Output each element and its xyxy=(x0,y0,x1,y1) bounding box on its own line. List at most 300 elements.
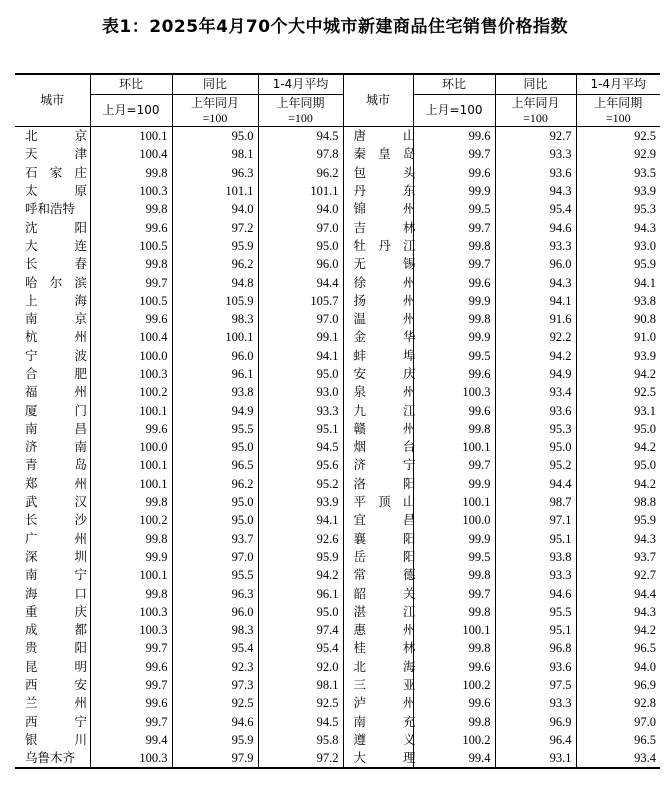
city-name: 兰 州 xyxy=(25,695,87,711)
city-name-cell xyxy=(343,237,416,255)
mom-value: 99.8 xyxy=(413,713,495,731)
yoy-value: 95.3 xyxy=(495,420,576,438)
table-row xyxy=(15,475,660,493)
city-name-cell xyxy=(343,713,416,731)
header-avg-base-right xyxy=(576,95,660,127)
mom-value: 100.3 xyxy=(90,621,172,639)
header-avg-left: 1-4月平均 xyxy=(258,74,343,95)
city-name: 蚌 埠 xyxy=(353,347,416,363)
yoy-value: 105.9 xyxy=(172,292,258,310)
avg-value: 98.8 xyxy=(576,493,660,511)
city-name-cell xyxy=(343,383,416,401)
avg-value: 94.5 xyxy=(258,713,343,731)
yoy-value: 95.1 xyxy=(495,530,576,548)
mom-value: 99.6 xyxy=(413,127,495,146)
avg-value: 93.9 xyxy=(576,347,660,365)
city-name-cell xyxy=(15,511,90,529)
yoy-value: 96.8 xyxy=(495,639,576,657)
mom-value: 100.2 xyxy=(413,731,495,749)
header-yoy-left: 同比 xyxy=(172,74,258,95)
avg-value: 95.0 xyxy=(258,603,343,621)
city-name-cell xyxy=(15,420,90,438)
avg-value: 94.3 xyxy=(576,218,660,236)
table-row xyxy=(15,164,660,182)
mom-value: 99.4 xyxy=(90,731,172,749)
city-name-cell xyxy=(15,456,90,474)
avg-value: 97.0 xyxy=(258,310,343,328)
avg-value: 93.3 xyxy=(258,401,343,419)
yoy-value: 96.0 xyxy=(495,255,576,273)
city-name-cell xyxy=(15,530,90,548)
city-name-cell xyxy=(343,420,416,438)
mom-value: 100.2 xyxy=(90,383,172,401)
table-row xyxy=(15,603,660,621)
mom-value: 99.7 xyxy=(413,218,495,236)
avg-value: 94.2 xyxy=(576,621,660,639)
city-name: 福 州 xyxy=(25,384,87,400)
city-name-cell xyxy=(15,676,90,694)
city-name: 上 海 xyxy=(25,292,87,308)
mom-value: 99.8 xyxy=(90,200,172,218)
table-row xyxy=(15,218,660,236)
avg-value: 91.0 xyxy=(576,328,660,346)
city-name-cell xyxy=(343,365,416,383)
avg-value: 93.0 xyxy=(576,237,660,255)
city-name-cell xyxy=(15,292,90,310)
mom-value: 99.8 xyxy=(413,603,495,621)
avg-value: 95.8 xyxy=(258,731,343,749)
yoy-value: 94.0 xyxy=(172,200,258,218)
avg-value: 96.5 xyxy=(576,731,660,749)
city-name: 海 口 xyxy=(25,585,87,601)
yoy-value: 97.0 xyxy=(172,548,258,566)
city-name: 桂 林 xyxy=(353,640,416,656)
yoy-value: 95.0 xyxy=(172,493,258,511)
avg-value: 94.0 xyxy=(258,200,343,218)
table-row xyxy=(15,713,660,731)
city-name-cell xyxy=(15,713,90,731)
yoy-value: 98.3 xyxy=(172,310,258,328)
avg-value: 92.5 xyxy=(258,694,343,712)
yoy-value: 97.1 xyxy=(495,511,576,529)
city-name-cell xyxy=(343,548,416,566)
yoy-value: 98.3 xyxy=(172,621,258,639)
city-name: 岳 阳 xyxy=(353,548,416,564)
city-name: 呼和浩特 xyxy=(25,201,76,217)
avg-value: 92.5 xyxy=(576,127,660,146)
mom-value: 100.1 xyxy=(90,127,172,146)
city-name: 合 肥 xyxy=(25,366,87,381)
city-name-cell xyxy=(343,621,416,639)
city-name-cell xyxy=(15,694,90,712)
avg-value: 97.0 xyxy=(258,218,343,236)
price-index-table xyxy=(15,73,660,769)
city-name: 泸 州 xyxy=(353,695,416,711)
table-body xyxy=(15,127,660,769)
table-row xyxy=(15,420,660,438)
table-row xyxy=(15,511,660,529)
yoy-value: 92.5 xyxy=(172,694,258,712)
mom-value: 100.0 xyxy=(90,347,172,365)
yoy-value: 94.3 xyxy=(495,273,576,291)
city-name-cell xyxy=(15,438,90,456)
city-name: 昆 明 xyxy=(25,658,87,674)
avg-value: 96.2 xyxy=(258,164,343,182)
city-name: 锦 州 xyxy=(353,201,416,217)
city-name-cell xyxy=(343,530,416,548)
header-label: =100 xyxy=(523,110,548,125)
yoy-value: 100.1 xyxy=(172,328,258,346)
city-name-cell xyxy=(15,127,90,146)
mom-value: 99.9 xyxy=(90,548,172,566)
city-name-cell xyxy=(343,493,416,511)
city-name: 三 亚 xyxy=(353,677,416,693)
avg-value: 92.5 xyxy=(576,383,660,401)
avg-value: 92.7 xyxy=(576,566,660,584)
mom-value: 100.3 xyxy=(90,603,172,621)
yoy-value: 97.9 xyxy=(172,749,258,768)
avg-value: 95.9 xyxy=(576,255,660,273)
avg-value: 94.0 xyxy=(576,658,660,676)
city-name: 常 德 xyxy=(353,567,416,583)
city-name-cell xyxy=(15,658,90,676)
city-name: 郑 州 xyxy=(25,475,87,491)
city-name: 南 充 xyxy=(353,713,416,729)
yoy-value: 95.1 xyxy=(495,621,576,639)
mom-value: 99.7 xyxy=(90,273,172,291)
yoy-value: 93.6 xyxy=(495,658,576,676)
city-name-cell xyxy=(343,749,416,768)
avg-value: 93.7 xyxy=(576,548,660,566)
city-name-cell xyxy=(343,694,416,712)
header-avg-base-left xyxy=(258,95,343,127)
city-name: 烟 台 xyxy=(353,439,416,455)
header-label: =100 xyxy=(605,110,631,125)
city-name: 遵 义 xyxy=(353,731,416,747)
city-name: 银 川 xyxy=(25,731,87,747)
yoy-value: 95.5 xyxy=(172,566,258,584)
table-row xyxy=(15,365,660,383)
header-mom-base-left: 上月=100 xyxy=(90,95,172,127)
mom-value: 99.6 xyxy=(413,694,495,712)
table-row xyxy=(15,200,660,218)
yoy-value: 92.7 xyxy=(495,127,576,146)
table-row xyxy=(15,749,660,768)
city-name: 大 连 xyxy=(25,237,87,253)
table-row xyxy=(15,548,660,566)
header-city-left: 城市 xyxy=(15,74,90,127)
avg-value: 95.4 xyxy=(258,639,343,657)
city-name-cell xyxy=(15,401,90,419)
table-row xyxy=(15,237,660,255)
mom-value: 99.6 xyxy=(90,420,172,438)
city-name: 大 理 xyxy=(353,750,416,766)
city-name-cell xyxy=(15,475,90,493)
mom-value: 99.8 xyxy=(413,566,495,584)
avg-value: 95.6 xyxy=(258,456,343,474)
yoy-value: 96.0 xyxy=(172,603,258,621)
avg-value: 94.3 xyxy=(576,603,660,621)
avg-value: 94.4 xyxy=(576,584,660,602)
yoy-value: 94.2 xyxy=(495,347,576,365)
table-row xyxy=(15,438,660,456)
yoy-value: 93.7 xyxy=(172,530,258,548)
city-name: 南 宁 xyxy=(25,567,87,583)
city-name: 南 昌 xyxy=(25,420,87,436)
city-name: 太 原 xyxy=(25,183,87,199)
avg-value: 95.1 xyxy=(258,420,343,438)
avg-value: 97.8 xyxy=(258,145,343,163)
city-name: 韶 关 xyxy=(353,585,416,601)
city-name-cell xyxy=(15,255,90,273)
city-name-cell xyxy=(15,383,90,401)
mom-value: 99.6 xyxy=(413,273,495,291)
avg-value: 97.4 xyxy=(258,621,343,639)
table-row xyxy=(15,328,660,346)
yoy-value: 93.3 xyxy=(495,145,576,163)
mom-value: 100.2 xyxy=(413,676,495,694)
city-name-cell xyxy=(343,603,416,621)
city-name: 赣 州 xyxy=(353,420,416,436)
city-name: 泉 州 xyxy=(353,384,416,400)
city-name-cell xyxy=(343,200,416,218)
mom-value: 99.7 xyxy=(90,713,172,731)
mom-value: 100.4 xyxy=(90,145,172,163)
header-label: 上年同期 xyxy=(276,95,325,110)
mom-value: 99.5 xyxy=(413,200,495,218)
avg-value: 95.0 xyxy=(258,365,343,383)
table-row xyxy=(15,566,660,584)
avg-value: 94.4 xyxy=(258,273,343,291)
avg-value: 93.0 xyxy=(258,383,343,401)
city-name-cell xyxy=(15,639,90,657)
city-name-cell xyxy=(343,127,416,146)
avg-value: 93.9 xyxy=(576,182,660,200)
avg-value: 95.2 xyxy=(258,475,343,493)
yoy-value: 95.2 xyxy=(495,456,576,474)
city-name: 贵 阳 xyxy=(25,640,87,656)
yoy-value: 97.5 xyxy=(495,676,576,694)
mom-value: 99.8 xyxy=(413,310,495,328)
mom-value: 99.6 xyxy=(413,164,495,182)
yoy-value: 95.0 xyxy=(495,438,576,456)
mom-value: 99.4 xyxy=(413,749,495,768)
table-row xyxy=(15,273,660,291)
table-row xyxy=(15,584,660,602)
city-name: 西 宁 xyxy=(25,713,87,729)
city-name-cell xyxy=(343,310,416,328)
mom-value: 100.1 xyxy=(90,401,172,419)
city-name: 重 庆 xyxy=(25,603,87,619)
city-name: 乌鲁木齐 xyxy=(25,750,76,766)
avg-value: 92.8 xyxy=(576,694,660,712)
yoy-value: 91.6 xyxy=(495,310,576,328)
city-name-cell xyxy=(15,200,90,218)
avg-value: 96.0 xyxy=(258,255,343,273)
table-row xyxy=(15,493,660,511)
mom-value: 99.6 xyxy=(90,218,172,236)
table-row xyxy=(15,255,660,273)
city-name-cell xyxy=(343,401,416,419)
city-name: 宜 昌 xyxy=(353,512,416,528)
mom-value: 99.9 xyxy=(413,182,495,200)
city-name: 石 家 庄 xyxy=(25,164,87,180)
mom-value: 99.8 xyxy=(90,530,172,548)
city-name: 唐 山 xyxy=(353,128,416,144)
header-yoy-right: 同比 xyxy=(495,74,576,95)
city-name: 杭 州 xyxy=(25,329,87,345)
city-name-cell xyxy=(15,548,90,566)
city-name-cell xyxy=(343,566,416,584)
table-title: 表1：2025年4月70个大中城市新建商品住宅销售价格指数 xyxy=(101,17,569,37)
mom-value: 100.3 xyxy=(90,365,172,383)
city-name: 广 州 xyxy=(25,530,87,546)
mom-value: 99.8 xyxy=(413,639,495,657)
avg-value: 96.9 xyxy=(576,676,660,694)
avg-value: 94.2 xyxy=(258,566,343,584)
yoy-value: 93.6 xyxy=(495,401,576,419)
yoy-value: 93.6 xyxy=(495,164,576,182)
yoy-value: 96.3 xyxy=(172,164,258,182)
yoy-value: 95.0 xyxy=(172,438,258,456)
yoy-value: 93.1 xyxy=(495,749,576,768)
mom-value: 99.7 xyxy=(413,255,495,273)
mom-value: 100.1 xyxy=(90,566,172,584)
city-name-cell xyxy=(343,639,416,657)
mom-value: 100.4 xyxy=(90,328,172,346)
avg-value: 95.0 xyxy=(576,456,660,474)
city-name-cell xyxy=(343,676,416,694)
yoy-value: 96.4 xyxy=(495,731,576,749)
yoy-value: 96.1 xyxy=(172,365,258,383)
yoy-value: 95.5 xyxy=(172,420,258,438)
avg-value: 93.4 xyxy=(576,749,660,768)
city-name-cell xyxy=(15,182,90,200)
mom-value: 99.5 xyxy=(413,347,495,365)
city-name-cell xyxy=(15,493,90,511)
yoy-value: 95.4 xyxy=(495,200,576,218)
yoy-value: 101.1 xyxy=(172,182,258,200)
city-name: 惠 州 xyxy=(353,622,416,638)
mom-value: 100.2 xyxy=(90,511,172,529)
city-name: 九 江 xyxy=(353,402,416,418)
avg-value: 94.2 xyxy=(576,475,660,493)
city-name-cell xyxy=(15,328,90,346)
mom-value: 100.5 xyxy=(90,292,172,310)
yoy-value: 95.9 xyxy=(172,237,258,255)
city-name: 南 京 xyxy=(25,311,87,327)
avg-value: 92.0 xyxy=(258,658,343,676)
table-row xyxy=(15,694,660,712)
city-name: 天 津 xyxy=(25,146,87,162)
city-name: 北 海 xyxy=(353,658,416,674)
table-row xyxy=(15,639,660,657)
mom-value: 99.7 xyxy=(413,456,495,474)
city-name-cell xyxy=(15,145,90,163)
table-row xyxy=(15,676,660,694)
mom-value: 99.8 xyxy=(90,255,172,273)
city-name-cell xyxy=(15,310,90,328)
city-name: 西 安 xyxy=(25,677,87,693)
city-name: 平 顶 山 xyxy=(353,494,416,510)
mom-value: 99.6 xyxy=(413,401,495,419)
city-name: 济 宁 xyxy=(353,457,416,473)
mom-value: 99.6 xyxy=(90,694,172,712)
header-label: 上年同月 xyxy=(511,95,560,110)
city-name-cell xyxy=(343,438,416,456)
city-name: 沈 阳 xyxy=(25,219,87,235)
city-name: 金 华 xyxy=(353,329,416,345)
city-name: 成 都 xyxy=(25,622,87,638)
mom-value: 99.6 xyxy=(413,365,495,383)
city-name-cell xyxy=(15,164,90,182)
avg-value: 94.2 xyxy=(576,438,660,456)
mom-value: 100.1 xyxy=(90,456,172,474)
city-name: 扬 州 xyxy=(353,292,416,308)
city-name-cell xyxy=(15,749,90,768)
avg-value: 94.2 xyxy=(576,365,660,383)
avg-value: 94.5 xyxy=(258,438,343,456)
city-name-cell xyxy=(15,621,90,639)
city-name-cell xyxy=(343,273,416,291)
city-name: 长 春 xyxy=(25,256,87,272)
header-yoy-base-right xyxy=(495,95,576,127)
avg-value: 98.1 xyxy=(258,676,343,694)
table-row xyxy=(15,456,660,474)
yoy-value: 94.4 xyxy=(495,475,576,493)
city-name: 丹 东 xyxy=(353,183,416,199)
city-name-cell xyxy=(343,218,416,236)
mom-value: 99.7 xyxy=(90,676,172,694)
city-name: 包 头 xyxy=(353,164,416,180)
avg-value: 96.1 xyxy=(258,584,343,602)
city-name-cell xyxy=(343,347,416,365)
yoy-value: 93.3 xyxy=(495,694,576,712)
city-name: 深 圳 xyxy=(25,548,87,564)
mom-value: 99.5 xyxy=(413,548,495,566)
city-name-cell xyxy=(343,164,416,182)
city-name: 秦 皇 岛 xyxy=(353,146,416,162)
yoy-value: 96.0 xyxy=(172,347,258,365)
mom-value: 100.3 xyxy=(90,749,172,768)
avg-value: 96.5 xyxy=(576,639,660,657)
avg-value: 90.8 xyxy=(576,310,660,328)
mom-value: 99.9 xyxy=(413,292,495,310)
city-name-cell xyxy=(343,584,416,602)
mom-value: 100.5 xyxy=(90,237,172,255)
city-name-cell xyxy=(343,145,416,163)
mom-value: 100.1 xyxy=(90,475,172,493)
city-name: 武 汉 xyxy=(25,494,87,510)
avg-value: 95.0 xyxy=(258,237,343,255)
yoy-value: 96.3 xyxy=(172,584,258,602)
city-name: 安 庆 xyxy=(353,366,416,381)
yoy-value: 98.7 xyxy=(495,493,576,511)
mom-value: 100.1 xyxy=(413,438,495,456)
table-row xyxy=(15,292,660,310)
yoy-value: 97.3 xyxy=(172,676,258,694)
yoy-value: 94.1 xyxy=(495,292,576,310)
mom-value: 99.8 xyxy=(90,493,172,511)
avg-value: 94.5 xyxy=(258,127,343,146)
yoy-value: 92.2 xyxy=(495,328,576,346)
city-name: 吉 林 xyxy=(353,219,416,235)
header-mom-left: 环比 xyxy=(90,74,172,95)
city-name-cell xyxy=(343,292,416,310)
avg-value: 92.6 xyxy=(258,530,343,548)
yoy-value: 93.3 xyxy=(495,237,576,255)
yoy-value: 94.8 xyxy=(172,273,258,291)
